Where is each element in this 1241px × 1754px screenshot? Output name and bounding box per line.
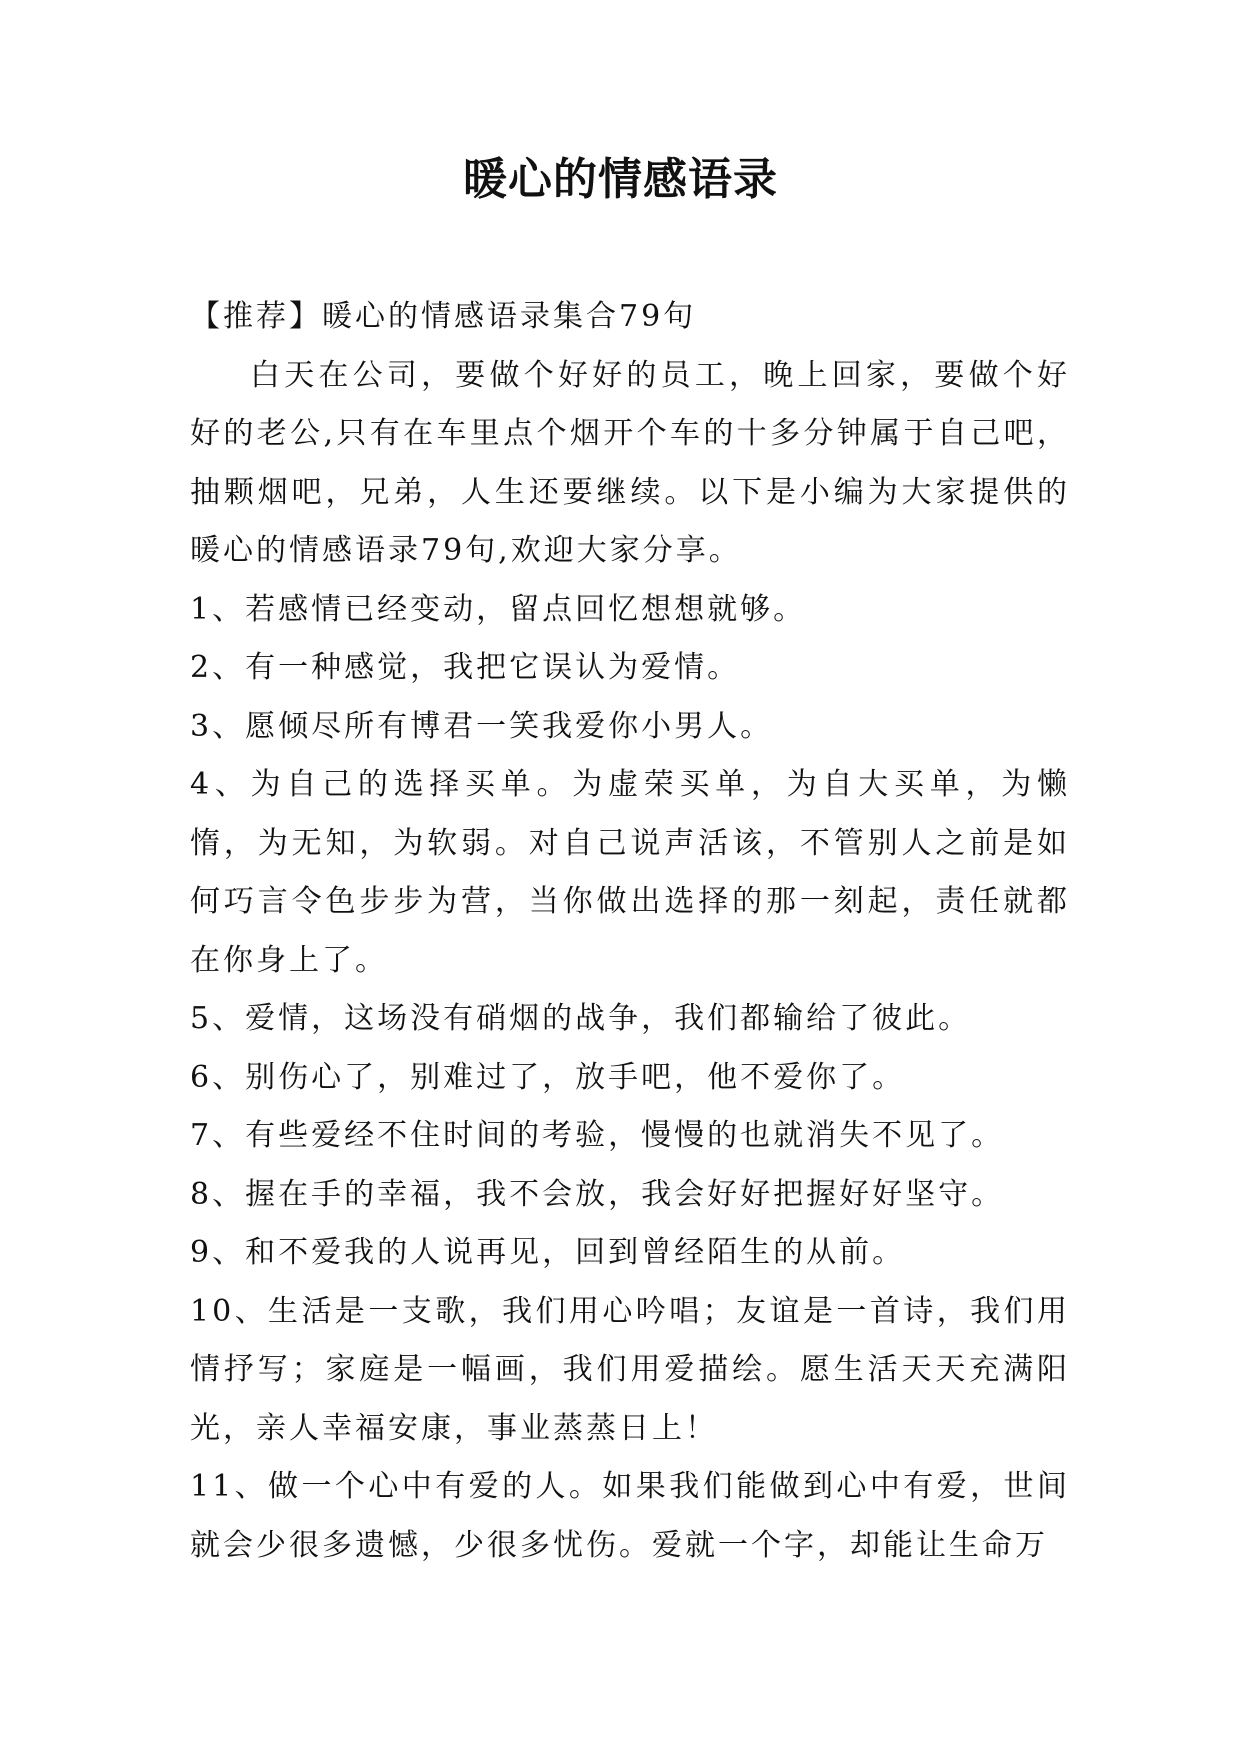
document-body — [190, 288, 1070, 1575]
list-item: 5、爱情，这场没有硝烟的战争，我们都输给了彼此。 — [190, 1001, 972, 1036]
intro-paragraph: 白天在公司，要做个好好的员工，晚上回家，要做个好好的老公,只有在车里点个烟开个车的十多分钟属于自己吧，抽颗烟吧，兄弟，人生还要继续。以下是小编为大家提供的暖心的情感语录79句,欢迎大家分享。 — [190, 357, 1070, 568]
list-item: 8、握在手的幸福，我不会放，我会好好把握好好坚守。 — [190, 1176, 1005, 1212]
list-item: 1、若感情已经变动，留点回忆想想就够。 — [190, 591, 807, 627]
list-item: 3、愿倾尽所有博君一笑我爱你小男人。 — [190, 708, 774, 744]
page-title: 暖心的情感语录 — [463, 154, 778, 205]
list-item: 9、和不爱我的人说再见，回到曾经陌生的从前。 — [190, 1235, 906, 1270]
list-item: 2、有一种感觉，我把它误认为爱情。 — [190, 650, 741, 685]
list-item: 7、有些爱经不住时间的考验，慢慢的也就消失不见了。 — [190, 1118, 1005, 1153]
list-item: 11、做一个心中有爱的人。如果我们能做到心中有爱，世间就会少很多遗憾，少很多忧伤。爱就一个字，却能让生命万 — [190, 1469, 1070, 1563]
list-item: 4、为自己的选择买单。为虚荣买单，为自大买单，为懒惰，为无知，为软弱。对自己说声活该，不管别人之前是如何巧言令色步步为营，当你做出选择的那一刻起，责任就都在你身上了。 — [190, 767, 1070, 978]
list-item: 10、生活是一支歌，我们用心吟唱；友谊是一首诗，我们用情抒写；家庭是一幅画，我们用爱描绘。愿生活天天充满阳光，亲人幸福安康，事业蒸蒸日上！ — [190, 1293, 1070, 1446]
list-item: 6、别伤心了，别难过了，放手吧，他不爱你了。 — [190, 1059, 906, 1095]
document-subtitle: 【推荐】暖心的情感语录集合79句 — [190, 299, 697, 334]
